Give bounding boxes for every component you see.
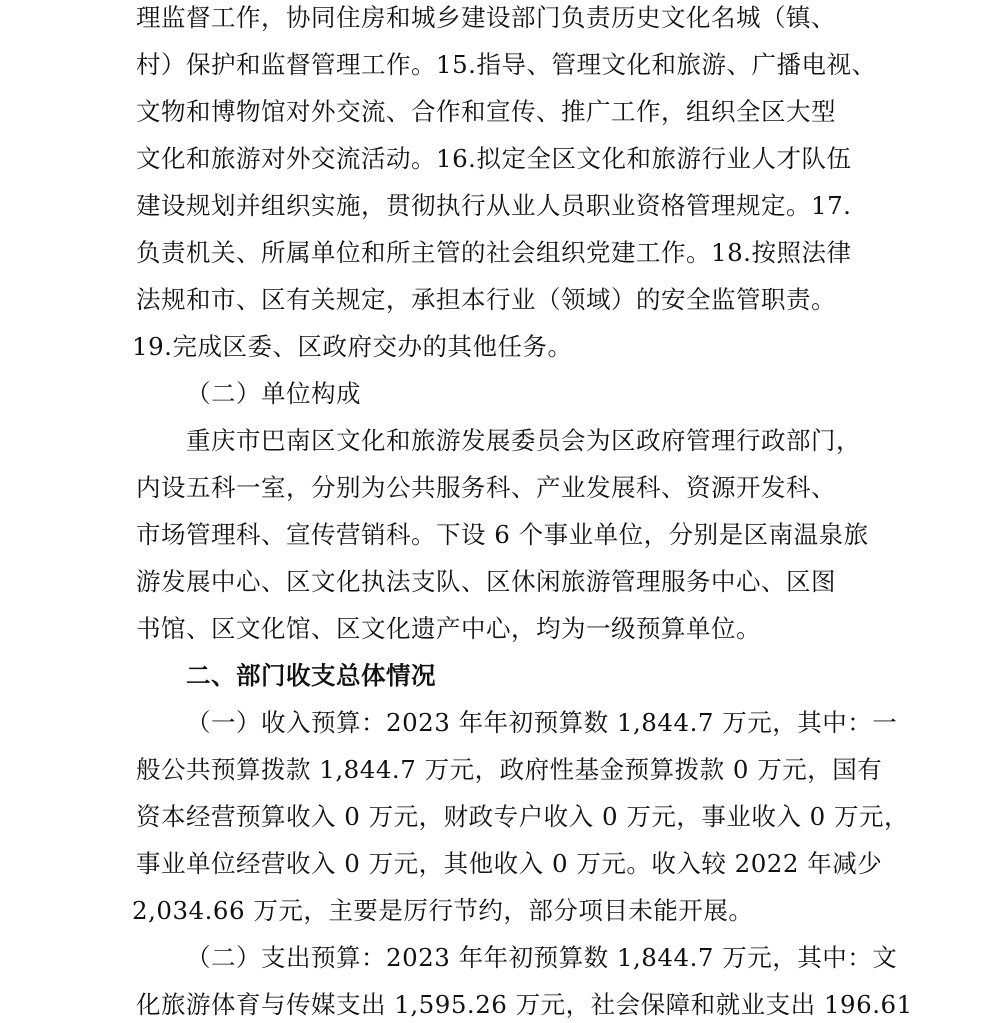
section-heading-unit-composition: （二）单位构成 — [186, 379, 361, 408]
text-line: 事业单位经营收入 0 万元，其他收入 0 万元。收入较 2022 年减少 — [136, 849, 883, 878]
text-line: 法规和市、区有关规定，承担本行业（领域）的安全监管职责。 — [136, 285, 836, 314]
paragraph-first-line: （二）支出预算：2023 年年初预算数 1,844.7 万元，其中：文 — [186, 943, 898, 972]
text-line: 游发展中心、区文化执法支队、区休闲旅游管理服务中心、区图 — [136, 567, 836, 596]
text-line: 建设规划并组织实施，贯彻执行从业人员职业资格管理规定。17. — [136, 191, 852, 220]
paragraph-first-line: （一）收入预算：2023 年年初预算数 1,844.7 万元，其中：一 — [186, 708, 898, 737]
text-line: 文物和博物馆对外交流、合作和宣传、推广工作，组织全区大型 — [136, 97, 836, 126]
section-heading-budget-overview: 二、部门收支总体情况 — [186, 661, 436, 690]
text-line: 理监督工作，协同住房和城乡建设部门负责历史文化名城（镇、 — [136, 3, 836, 32]
text-line: 化旅游体育与传媒支出 1,595.26 万元，社会保障和就业支出 196.61 — [136, 990, 913, 1019]
text-line: 2,034.66 万元，主要是厉行节约，部分项目未能开展。 — [132, 896, 754, 925]
text-line: 负责机关、所属单位和所主管的社会组织党建工作。18.按照法律 — [136, 238, 852, 267]
text-line: 资本经营预算收入 0 万元，财政专户收入 0 万元，事业收入 0 万元， — [136, 802, 909, 831]
text-line: 文化和旅游对外交流活动。16.拟定全区文化和旅游行业人才队伍 — [136, 144, 852, 173]
text-line: 内设五科一室，分别为公共服务科、产业发展科、资源开发科、 — [136, 473, 836, 502]
text-line: 市场管理科、宣传营销科。下设 6 个事业单位，分别是区南温泉旅 — [136, 520, 869, 549]
text-line: 村）保护和监督管理工作。15.指导、管理文化和旅游、广播电视、 — [136, 50, 877, 79]
text-line: 般公共预算拨款 1,844.7 万元，政府性基金预算拨款 0 万元，国有 — [136, 755, 883, 784]
paragraph-first-line: 重庆市巴南区文化和旅游发展委员会为区政府管理行政部门， — [186, 426, 861, 455]
text-line: 19.完成区委、区政府交办的其他任务。 — [132, 332, 573, 361]
text-line: 书馆、区文化馆、区文化遗产中心，均为一级预算单位。 — [136, 614, 761, 643]
